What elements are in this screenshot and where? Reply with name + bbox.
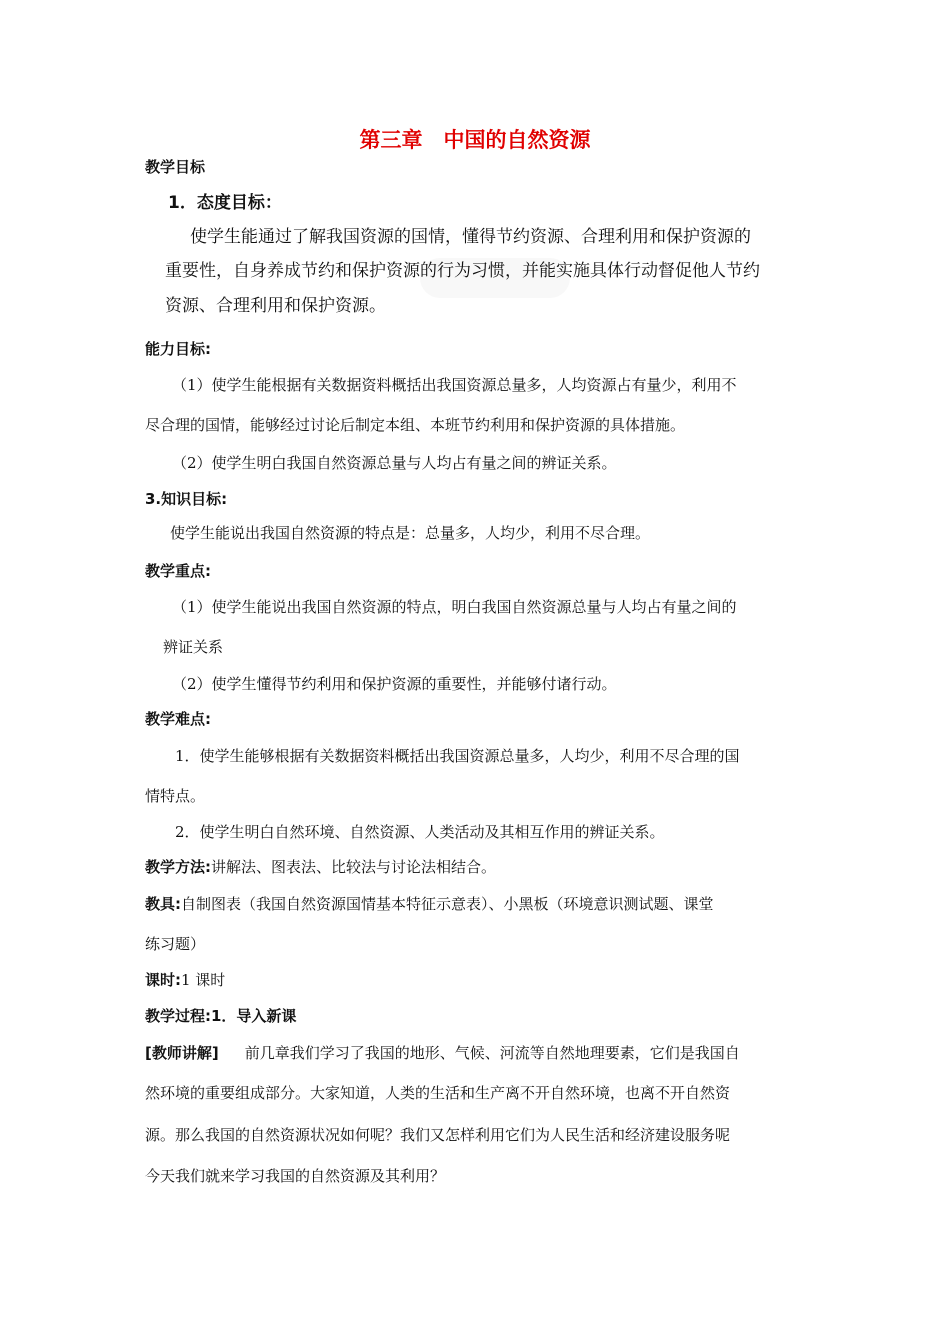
tools-text-line-1: 自制图表（我国自然资源国情基本特征示意表）、小黑板（环境意识测试题、课堂 [181, 895, 714, 913]
difficulties-item-1-line-1: 1．使学生能够根据有关数据资料概括出我国资源总量多，人均少，利用不尽合理的国 [175, 747, 740, 765]
hours-label: 课时: [145, 971, 181, 989]
key-points-item-1-line-1: （1）使学生能说出我国自然资源的特点，明白我国自然资源总量与人均占有量之间的 [172, 598, 737, 616]
tools-text-line-2: 练习题） [145, 935, 206, 953]
teaching-goals-heading: 教学目标 [145, 158, 206, 176]
ability-item-1-line-1: （1）使学生能根据有关数据资料概括出我国资源总量多，人均资源占有量少，利用不 [172, 376, 737, 394]
lecture-line-2: 然环境的重要组成部分。大家知道，人类的生活和生产离不开自然环境，也离不开自然资 [145, 1084, 731, 1102]
lecture-line-4: 今天我们就来学习我国的自然资源及其利用？ [145, 1167, 446, 1185]
key-points-heading: 教学重点: [145, 562, 211, 580]
ability-item-1-line-2: 尽合理的国情，能够经过讨论后制定本组、本班节约利用和保护资源的具体措施。 [145, 416, 686, 434]
lecture-line-1: 前几章我们学习了我国的地形、气候、河流等自然地理要素，它们是我国自 [244, 1044, 740, 1062]
process-text: 1．导入新课 [211, 1007, 297, 1025]
tools-label: 教具: [145, 895, 181, 913]
difficulties-item-2: 2．使学生明白自然环境、自然资源、人类活动及其相互作用的辨证关系。 [175, 823, 665, 841]
attitude-line-1: 使学生能通过了解我国资源的国情，懂得节约资源、合理利用和保护资源的 [190, 227, 751, 247]
difficulties-item-1-line-2: 情特点。 [145, 787, 206, 805]
lecture-line-1-row [145, 1042, 740, 1063]
process-row [145, 1005, 296, 1026]
key-points-item-1-line-2: 辨证关系 [163, 638, 224, 656]
attitude-goals-heading: 1．态度目标： [168, 193, 282, 213]
attitude-line-2: 重要性，自身养成节约和保护资源的行为习惯，并能实施具体行动督促他人节约 [165, 261, 760, 281]
hours-row [145, 969, 225, 990]
key-points-item-2: （2）使学生懂得节约利用和保护资源的重要性，并能够付诸行动。 [172, 675, 617, 693]
ability-goals-heading: 能力目标: [145, 340, 211, 358]
ability-item-2: （2）使学生明白我国自然资源总量与人均占有量之间的辨证关系。 [172, 454, 617, 472]
tools-row [145, 893, 714, 914]
lecture-label: [教师讲解] [145, 1044, 219, 1062]
process-label: 教学过程: [145, 1007, 211, 1025]
knowledge-goals-text: 使学生能说出我国自然资源的特点是：总量多，人均少，利用不尽合理。 [170, 524, 651, 542]
method-text: 讲解法、图表法、比较法与讨论法相结合。 [211, 858, 497, 876]
method-label: 教学方法: [145, 858, 211, 876]
method-row [145, 856, 496, 877]
page-title: 第三章 中国的自然资源 [359, 128, 591, 152]
lecture-line-3: 源。那么我国的自然资源状况如何呢？我们又怎样利用它们为人民生活和经济建设服务呢 [145, 1126, 731, 1144]
attitude-line-3: 资源、合理利用和保护资源。 [165, 296, 386, 316]
knowledge-goals-heading: 3.知识目标: [145, 490, 228, 508]
hours-text: 1 课时 [181, 971, 226, 989]
difficulties-heading: 教学难点: [145, 710, 211, 728]
